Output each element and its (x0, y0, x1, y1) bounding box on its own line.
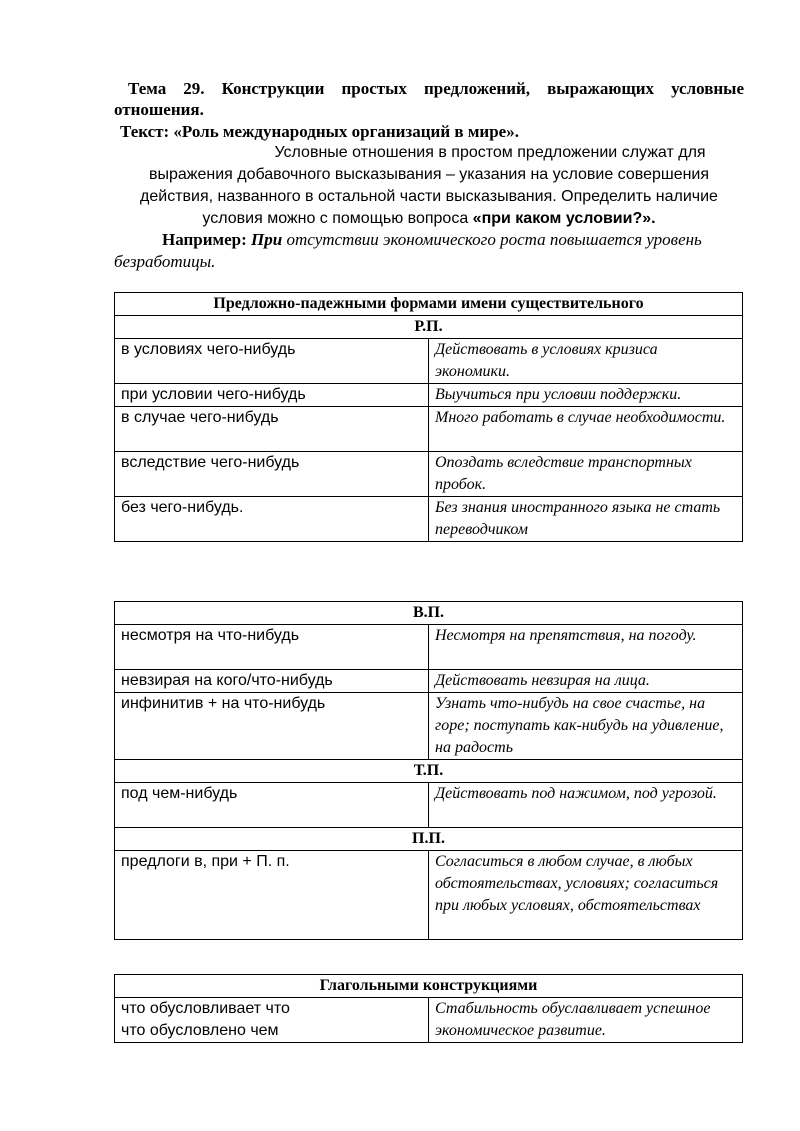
table-row (115, 625, 743, 670)
construction-line: что обусловлено чем (121, 1022, 279, 1039)
genitive-table (114, 292, 743, 542)
example-cell: Действовать под нажимом, под угрозой. (429, 783, 743, 828)
construction-cell (115, 998, 429, 1043)
construction-cell: в условиях чего-нибудь (115, 339, 429, 384)
example-lead: Например: (162, 230, 247, 249)
example-cell: Узнать что-нибудь на свое счастье, на горе; поступать как-нибудь на удивление, на радость (429, 693, 743, 760)
construction-cell: невзирая на кого/что-нибудь (115, 670, 429, 693)
example-cell: Опоздать вследствие транспортных пробок. (429, 452, 743, 497)
table-row (115, 497, 743, 542)
construction-cell: под чем-нибудь (115, 783, 429, 828)
other-cases-table (114, 601, 743, 940)
case-header-rp: Р.П. (115, 316, 743, 339)
construction-cell: без чего-нибудь. (115, 497, 429, 542)
example-cell: Выучиться при условии поддержки. (429, 384, 743, 407)
construction-cell: несмотря на что-нибудь (115, 625, 429, 670)
example-cell: Действовать невзирая на лица. (429, 670, 743, 693)
verbal-constructions-table (114, 974, 743, 1043)
table-row (115, 670, 743, 693)
table-row (115, 998, 743, 1043)
example-cell: Без знания иностранного языка не стать переводчиком (429, 497, 743, 542)
table-row (115, 339, 743, 384)
case-header-vp: В.П. (115, 602, 743, 625)
construction-cell: при условии чего-нибудь (115, 384, 429, 407)
case-header-pp: П.П. (115, 828, 743, 851)
example-bold-word: При (251, 230, 283, 249)
intro-paragraph (114, 142, 744, 230)
example-cell: Стабильность обуславливает успешное экономическое развитие. (429, 998, 743, 1043)
example-cell: Действовать в условиях кризиса экономики. (429, 339, 743, 384)
construction-cell: инфинитив + на что-нибудь (115, 693, 429, 760)
topic-title-text: Тема 29. Конструкции простых предложений, выражающих условные отношения. (114, 79, 744, 119)
text-label: Текст: «Роль международных организаций в мире». (120, 122, 519, 141)
table-header: Глагольными конструкциями (115, 975, 743, 998)
topic-title (114, 78, 744, 120)
table-row (115, 452, 743, 497)
example-cell: Несмотря на препятствия, на погоду. (429, 625, 743, 670)
intro-question: «при каком условии?». (472, 210, 656, 227)
example-text: отсутствии экономического роста повышается уровень безработицы. (114, 230, 702, 271)
construction-cell: вследствие чего-нибудь (115, 452, 429, 497)
intro-text: Условные отношения в простом предложении служат для выражения добавочного высказывания – указания на условие совершения действия, названного в остальной части высказывания. Определить наличие условия можно с помощью вопроса (140, 144, 718, 227)
example-cell: Много работать в случае необходимости. (429, 407, 743, 452)
construction-cell: предлоги в, при + П. п. (115, 851, 429, 940)
table-row (115, 693, 743, 760)
case-header-tp: Т.П. (115, 760, 743, 783)
table-row (115, 783, 743, 828)
example-paragraph (114, 229, 744, 273)
table-row (115, 384, 743, 407)
example-cell: Согласиться в любом случае, в любых обстоятельствах, условиях; согласиться при любых условиях, обстоятельствах (429, 851, 743, 940)
table-header: Предложно-падежными формами имени существительного (115, 293, 743, 316)
construction-cell: в случае чего-нибудь (115, 407, 429, 452)
table-row (115, 851, 743, 940)
table-row (115, 407, 743, 452)
construction-line: что обусловливает что (121, 1000, 290, 1017)
